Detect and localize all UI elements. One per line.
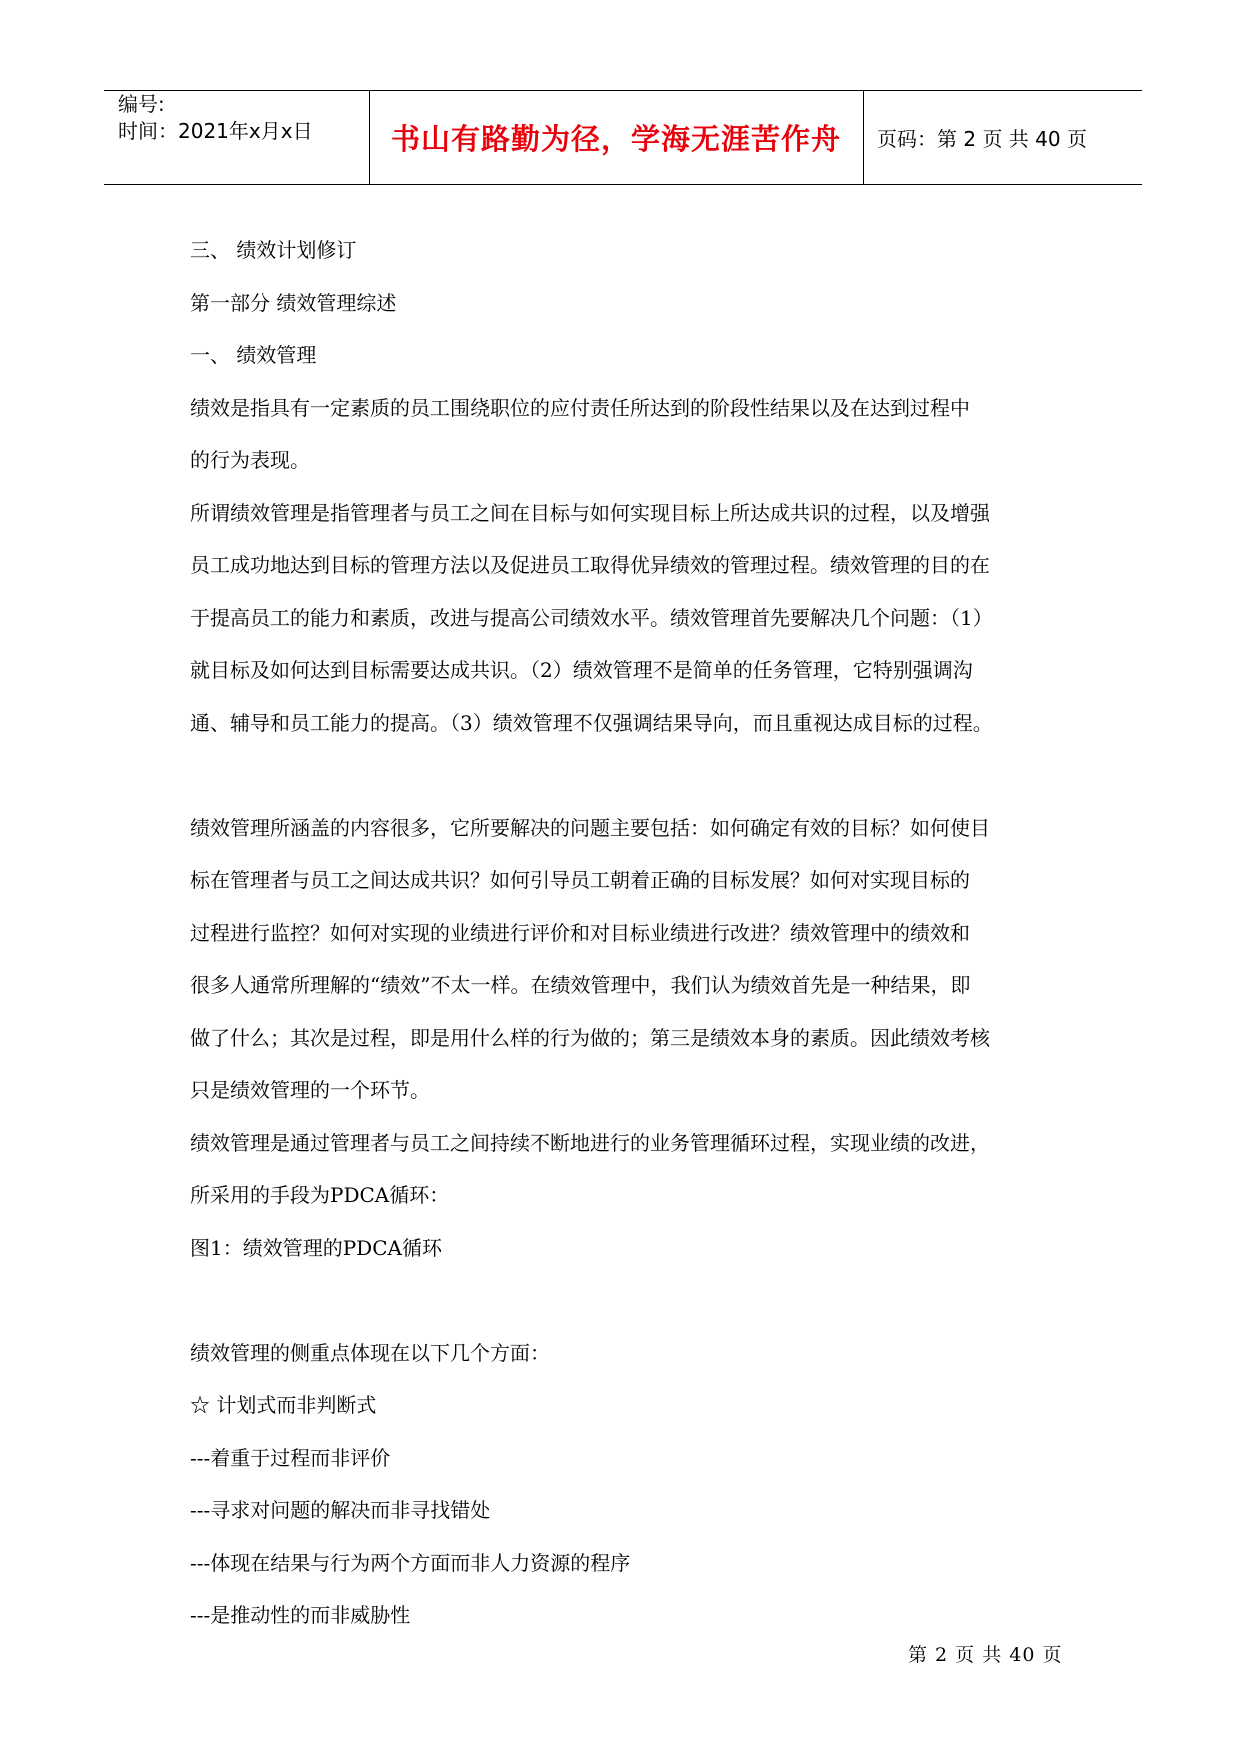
blank-line: [190, 1274, 1090, 1327]
text-line: 一、 绩效管理: [190, 343, 317, 367]
header-meta: [104, 91, 370, 184]
text-line: ---体现在结果与行为两个方面而非人力资源的程序: [190, 1550, 631, 1575]
text-line: 绩效管理所涵盖的内容很多，它所要解决的问题主要包括：如何确定有效的目标？如何使目: [190, 815, 990, 840]
text-line: 第一部分 绩效管理综述: [190, 290, 397, 315]
text-line: 的行为表现。: [190, 448, 310, 472]
text-line: 标在管理者与员工之间达成共识？如何引导员工朝着正确的目标发展？如何对实现目标的: [190, 868, 970, 892]
page-header: [104, 90, 1142, 185]
text-line: 就目标及如何达到目标需要达成共识。（2）绩效管理不是简单的任务管理，它特别强调沟: [190, 658, 973, 682]
text-line: ---着重于过程而非评价: [190, 1445, 391, 1470]
header-page-code: 页码：第 2 页 共 40 页: [877, 127, 1087, 151]
text-line: 员工成功地达到目标的管理方法以及促进员工取得优异绩效的管理过程。绩效管理的目的在: [190, 553, 990, 577]
text-line: 图1：绩效管理的PDCA循环: [190, 1235, 442, 1260]
text-line: 所采用的手段为PDCA循环：: [190, 1183, 450, 1207]
text-line: 做了什么；其次是过程，即是用什么样的行为做的；第三是绩效本身的素质。因此绩效考核: [190, 1025, 990, 1050]
text-line: ---是推动性的而非威胁性: [190, 1603, 411, 1627]
document-number-label: 编号:: [118, 92, 165, 116]
text-line: 很多人通常所理解的“绩效”不太一样。在绩效管理中，我们认为绩效首先是一种结果，即: [190, 973, 971, 997]
text-line: ---寻求对问题的解决而非寻找错处: [190, 1498, 491, 1522]
text-line: 所谓绩效管理是指管理者与员工之间在目标与如何实现目标上所达成共识的过程，以及增强: [190, 500, 990, 525]
text-line: 绩效管理的侧重点体现在以下几个方面：: [190, 1340, 550, 1365]
text-line: ☆ 计划式而非判断式: [190, 1393, 377, 1417]
text-line: 绩效是指具有一定素质的员工围绕职位的应付责任所达到的阶段性结果以及在达到过程中: [190, 395, 970, 420]
header-motto: 书山有路勤为径，学海无涯苦作舟: [369, 91, 864, 184]
text-line: 过程进行监控？如何对实现的业绩进行评价和对目标业绩进行改进？绩效管理中的绩效和: [190, 920, 970, 945]
text-line: 只是绩效管理的一个环节。: [190, 1078, 430, 1102]
text-line: 三、 绩效计划修订: [190, 238, 357, 262]
blank-line: [190, 749, 1090, 802]
text-line: 通、辅导和员工能力的提高。（3）绩效管理不仅强调结果导向，而且重视达成目标的过程。: [190, 710, 993, 735]
document-time: 时间：2021年x月x日: [118, 119, 313, 143]
page-footer: 第 2 页 共 40 页: [908, 1644, 1063, 1666]
text-line: 于提高员工的能力和素质，改进与提高公司绩效水平。绩效管理首先要解决几个问题：（1）: [190, 605, 993, 630]
document-body: [190, 224, 1090, 1642]
text-line: 绩效管理是通过管理者与员工之间持续不断地进行的业务管理循环过程，实现业绩的改进，: [190, 1130, 990, 1155]
